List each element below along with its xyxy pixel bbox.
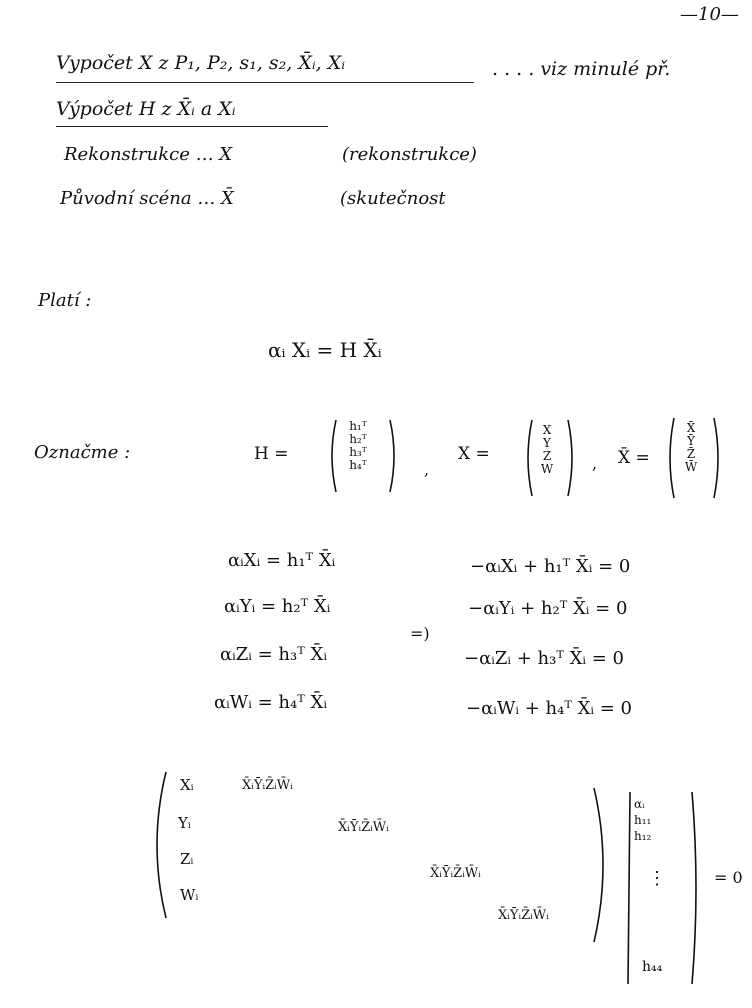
def-reconstruction: Rekonstrukce … X [64,144,233,165]
h-row-2: h₂ᵀ [349,432,367,446]
separator-comma-1: , [424,460,430,479]
matrix-col1-row-1: Xᵢ [180,776,194,794]
matrix-left-bracket [148,770,172,920]
header-line-1-note: . . . . viz minulé př. [492,58,671,80]
system-right-row-3: −αᵢZᵢ + h₃ᵀ X̄ᵢ = 0 [464,648,625,669]
h-matrix-lhs: H = [254,444,289,464]
unknowns-top [634,796,674,844]
h-row-4: h₄ᵀ [349,458,367,472]
system-left-row-1: αᵢXᵢ = h₁ᵀ X̄ᵢ [228,550,336,571]
def-original-scene: Původní scéna … X̄ [60,188,234,209]
unknown-alpha: αᵢ [634,797,645,811]
xbar-row-2: Ȳ [687,434,695,448]
x-row-4: W [540,462,554,476]
x-row-3: Z [542,449,552,463]
system-left-row-2: αᵢYᵢ = h₂ᵀ X̄ᵢ [224,596,331,617]
matrix-block-2: X̄ᵢȲᵢZ̄ᵢW̄ᵢ [338,820,389,835]
plati-equation: αᵢ Xᵢ = H X̄ᵢ [268,338,382,362]
unknowns-dots: ⋮ [648,868,666,889]
matrix-right-bracket [590,786,614,944]
header-line-2-underline [56,126,328,127]
unknown-h11: h₁₁ [634,813,652,827]
xbar-row-1: X̄ [686,421,696,435]
x-row-2: Y [543,436,551,450]
page-number: —10— [680,4,739,25]
h-row-3: h₃ᵀ [349,445,367,459]
oznacme-label: Označme : [34,442,131,463]
h-row-1: h₁ᵀ [349,419,367,433]
xbar-vector-lhs: X̄ = [618,448,650,468]
matrix-col1-row-2: Yᵢ [178,814,191,832]
system-right-row-1: −αᵢXᵢ + h₁ᵀ X̄ᵢ = 0 [470,556,631,577]
header-line-1: Vypočet X z P₁, P₂, s₁, s₂, X̄ᵢ, Xᵢ [56,52,346,74]
matrix-equals-zero: = 0 [714,868,743,887]
header-line-1-underline [56,82,474,83]
matrix-col1-row-3: Zᵢ [180,850,194,868]
x-vector-lhs: X = [458,444,490,464]
xbar-row-3: Z̄ [686,447,696,461]
xbar-vector-entries [676,422,706,474]
x-vector-entries [532,424,562,476]
system-right-row-2: −αᵢYᵢ + h₂ᵀ X̄ᵢ = 0 [468,598,628,619]
def-reconstruction-note: (rekonstrukce) [342,144,477,165]
separator-comma-2: , [592,454,598,473]
x-row-1: X [542,423,552,437]
system-right-row-4: −αᵢWᵢ + h₄ᵀ X̄ᵢ = 0 [466,698,633,719]
matrix-block-3: X̄ᵢȲᵢZ̄ᵢW̄ᵢ [430,866,481,881]
h-matrix-entries [338,420,378,472]
plati-label: Platí : [38,290,92,311]
matrix-col1-row-4: Wᵢ [180,886,199,904]
system-left-row-3: αᵢZᵢ = h₃ᵀ X̄ᵢ [220,644,327,665]
def-original-scene-note: (skutečnost [340,188,446,209]
xbar-row-4: W̄ [684,460,698,474]
matrix-block-4: X̄ᵢȲᵢZ̄ᵢW̄ᵢ [498,908,549,923]
unknown-h44: h₄₄ [642,959,663,975]
header-line-2: Výpočet H z X̄ᵢ a Xᵢ [56,98,236,120]
matrix-block-1: X̄ᵢȲᵢZ̄ᵢW̄ᵢ [242,778,293,793]
system-left-row-4: αᵢWᵢ = h₄ᵀ X̄ᵢ [214,692,327,713]
implies-arrow: =) [410,624,430,643]
unknown-h12: h₁₂ [634,829,652,843]
